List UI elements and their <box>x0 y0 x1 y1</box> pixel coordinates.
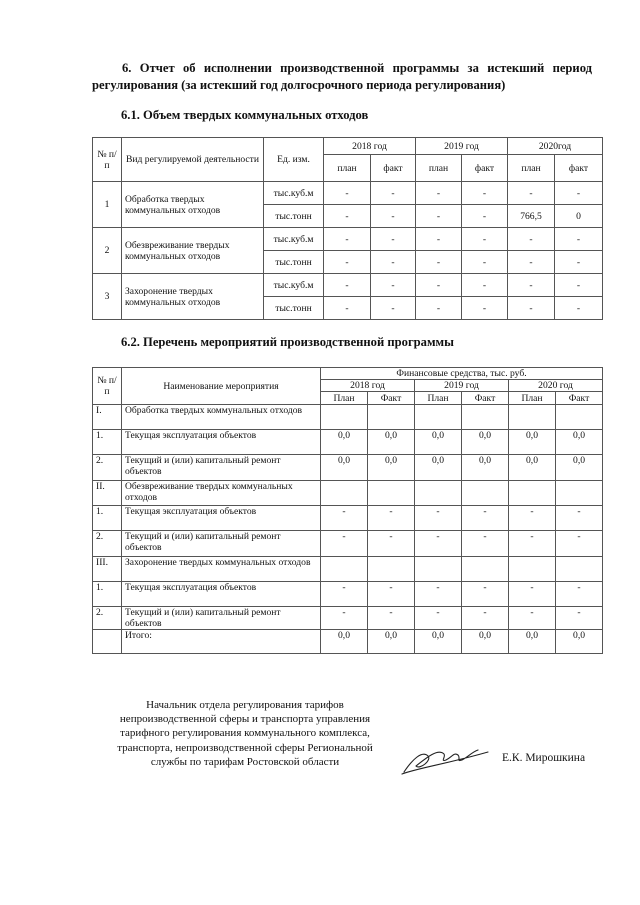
col-header-2020: 2020 год <box>509 380 603 392</box>
value-cell: - <box>324 297 371 320</box>
row-number: III. <box>93 557 122 582</box>
unit-cell: тыс.куб.м <box>264 274 324 297</box>
value-cell <box>415 481 462 506</box>
value-cell <box>509 557 556 582</box>
value-cell <box>321 557 368 582</box>
col-header-unit: Ед. изм. <box>264 138 324 182</box>
activity-name: Захоронение твердых коммунальных отходов <box>122 557 321 582</box>
col-header-plan: план <box>416 155 462 182</box>
row-number: 2 <box>93 228 122 274</box>
activity-name: Текущий и (или) капитальный ремонт объектов <box>122 455 321 481</box>
col-header-plan: план <box>508 155 555 182</box>
section-heading-6-1: 6.1. Объем твердых коммунальных отходов <box>121 108 369 122</box>
value-cell: - <box>462 506 509 531</box>
value-cell: - <box>371 274 416 297</box>
col-header-finance: Финансовые средства, тыс. руб. <box>321 368 603 380</box>
value-cell: - <box>371 251 416 274</box>
value-cell <box>462 481 509 506</box>
value-cell: - <box>321 531 368 557</box>
row-number <box>93 630 122 654</box>
value-cell: 0,0 <box>368 430 415 455</box>
row-number: 1. <box>93 506 122 531</box>
value-cell <box>368 557 415 582</box>
unit-cell: тыс.тонн <box>264 205 324 228</box>
value-cell: - <box>416 228 462 251</box>
value-cell: 0 <box>555 205 603 228</box>
value-cell: - <box>415 607 462 630</box>
value-cell: - <box>368 582 415 607</box>
value-cell: - <box>324 228 371 251</box>
table-row <box>93 405 603 430</box>
value-cell: - <box>371 205 416 228</box>
table-row <box>93 182 603 205</box>
value-cell: - <box>368 607 415 630</box>
value-cell: - <box>555 251 603 274</box>
value-cell: 0,0 <box>509 455 556 481</box>
value-cell <box>556 481 603 506</box>
value-cell: - <box>462 582 509 607</box>
value-cell: - <box>509 607 556 630</box>
value-cell: - <box>371 297 416 320</box>
value-cell: - <box>321 506 368 531</box>
unit-cell: тыс.куб.м <box>264 182 324 205</box>
row-number: 2. <box>93 531 122 557</box>
value-cell: - <box>508 182 555 205</box>
value-cell <box>462 405 509 430</box>
table-row <box>93 506 603 531</box>
value-cell: - <box>462 182 508 205</box>
value-cell: - <box>462 297 508 320</box>
row-number: II. <box>93 481 122 506</box>
activity-name: Текущий и (или) капитальный ремонт объектов <box>122 607 321 630</box>
col-header-fact: факт <box>371 155 416 182</box>
value-cell: - <box>462 531 509 557</box>
value-cell: 0,0 <box>556 455 603 481</box>
value-cell <box>509 405 556 430</box>
value-cell: - <box>415 531 462 557</box>
activities-table <box>92 367 603 654</box>
value-cell: - <box>462 205 508 228</box>
table-row <box>93 557 603 582</box>
value-cell: - <box>508 297 555 320</box>
col-header-fact: Факт <box>462 392 509 405</box>
activity-name: Итого: <box>122 630 321 654</box>
col-header-2018: 2018 год <box>324 138 416 155</box>
value-cell: - <box>555 274 603 297</box>
table-row <box>93 531 603 557</box>
row-number: 1 <box>93 182 122 228</box>
value-cell: - <box>508 228 555 251</box>
col-header-fact: факт <box>462 155 508 182</box>
activity-name: Захоронение твердых коммунальных отходов <box>122 274 264 320</box>
row-number: 1. <box>93 430 122 455</box>
value-cell: - <box>416 251 462 274</box>
activity-name: Обработка твердых коммунальных отходов <box>122 405 321 430</box>
value-cell <box>321 481 368 506</box>
value-cell: 0,0 <box>321 630 368 654</box>
value-cell <box>415 557 462 582</box>
value-cell: - <box>509 582 556 607</box>
col-header-2019: 2019 год <box>415 380 509 392</box>
activity-name: Обезвреживание твердых коммунальных отходов <box>122 228 264 274</box>
value-cell: - <box>556 506 603 531</box>
value-cell: 0,0 <box>462 455 509 481</box>
col-header-num: № п/п <box>93 368 122 405</box>
value-cell <box>556 405 603 430</box>
value-cell: 0,0 <box>415 430 462 455</box>
unit-cell: тыс.куб.м <box>264 228 324 251</box>
signer-name: Е.К. Мирошкина <box>502 752 586 764</box>
table-row <box>93 481 603 506</box>
value-cell <box>321 405 368 430</box>
value-cell: - <box>509 531 556 557</box>
value-cell: 0,0 <box>509 430 556 455</box>
value-cell: 0,0 <box>415 630 462 654</box>
value-cell: - <box>324 182 371 205</box>
value-cell <box>368 481 415 506</box>
col-header-2018: 2018 год <box>321 380 415 392</box>
row-number: I. <box>93 405 122 430</box>
col-header-fact: Факт <box>556 392 603 405</box>
row-number: 2. <box>93 607 122 630</box>
row-number: 1. <box>93 582 122 607</box>
section-heading-6: 6. Отчет об исполнении производственной программы за истекший период регулирования (за истекший год долгосрочного периода регулирования) <box>92 61 592 92</box>
col-header-2019: 2019 год <box>416 138 508 155</box>
value-cell: - <box>556 607 603 630</box>
value-cell: - <box>416 205 462 228</box>
value-cell: - <box>508 251 555 274</box>
activity-name: Текущая эксплуатация объектов <box>122 506 321 531</box>
value-cell: - <box>555 228 603 251</box>
value-cell: - <box>415 582 462 607</box>
activity-name: Текущий и (или) капитальный ремонт объектов <box>122 531 321 557</box>
signature-image <box>398 738 494 778</box>
unit-cell: тыс.тонн <box>264 297 324 320</box>
value-cell: - <box>416 274 462 297</box>
table-row <box>93 274 603 297</box>
value-cell <box>462 557 509 582</box>
col-header-plan: План <box>321 392 368 405</box>
table-row <box>93 607 603 630</box>
value-cell: 0,0 <box>321 430 368 455</box>
value-cell: - <box>556 582 603 607</box>
col-header-name: Наименование мероприятия <box>122 368 321 405</box>
activity-name: Текущая эксплуатация объектов <box>122 430 321 455</box>
value-cell: 0,0 <box>368 455 415 481</box>
value-cell: - <box>509 506 556 531</box>
row-number: 2. <box>93 455 122 481</box>
unit-cell: тыс.тонн <box>264 251 324 274</box>
value-cell: - <box>368 506 415 531</box>
value-cell: 0,0 <box>509 630 556 654</box>
value-cell: - <box>462 251 508 274</box>
col-header-plan: план <box>324 155 371 182</box>
value-cell: - <box>462 228 508 251</box>
table-row <box>93 455 603 481</box>
value-cell: 0,0 <box>368 630 415 654</box>
row-number: 3 <box>93 274 122 320</box>
value-cell: - <box>368 531 415 557</box>
value-cell: 0,0 <box>556 430 603 455</box>
value-cell: - <box>371 182 416 205</box>
value-cell: - <box>555 297 603 320</box>
value-cell: - <box>324 274 371 297</box>
col-header-plan: План <box>415 392 462 405</box>
col-header-fact: факт <box>555 155 603 182</box>
value-cell <box>556 557 603 582</box>
table-row <box>93 582 603 607</box>
value-cell: 766,5 <box>508 205 555 228</box>
value-cell: - <box>462 607 509 630</box>
value-cell: - <box>321 582 368 607</box>
value-cell <box>415 405 462 430</box>
signer-position: Начальник отдела регулирования тарифов непроизводственной сферы и транспорта управления тарифного регулирования коммунального комплекса, транспорта, непроизводственной сферы Региональной службы по тарифам Ростовской области <box>117 699 373 768</box>
value-cell: 0,0 <box>462 630 509 654</box>
value-cell <box>368 405 415 430</box>
value-cell: - <box>556 531 603 557</box>
table-row <box>93 630 603 654</box>
value-cell: 0,0 <box>415 455 462 481</box>
value-cell: 0,0 <box>556 630 603 654</box>
value-cell <box>509 481 556 506</box>
table-row <box>93 228 603 251</box>
col-header-activity: Вид регулируемой деятельности <box>122 138 264 182</box>
col-header-fact: Факт <box>368 392 415 405</box>
col-header-2020: 2020год <box>508 138 603 155</box>
value-cell: - <box>371 228 416 251</box>
value-cell: - <box>508 274 555 297</box>
value-cell: - <box>324 251 371 274</box>
activity-name: Обезвреживание твердых коммунальных отходов <box>122 481 321 506</box>
value-cell: 0,0 <box>321 455 368 481</box>
activity-name: Текущая эксплуатация объектов <box>122 582 321 607</box>
table-row <box>93 430 603 455</box>
value-cell: - <box>415 506 462 531</box>
section-heading-6-2: 6.2. Перечень мероприятий производственной программы <box>121 335 454 349</box>
col-header-num: № п/п <box>93 138 122 182</box>
waste-volume-table <box>92 137 603 320</box>
activity-name: Обработка твердых коммунальных отходов <box>122 182 264 228</box>
value-cell: - <box>416 182 462 205</box>
value-cell: - <box>462 274 508 297</box>
value-cell: 0,0 <box>462 430 509 455</box>
value-cell: - <box>555 182 603 205</box>
value-cell: - <box>416 297 462 320</box>
value-cell: - <box>321 607 368 630</box>
col-header-plan: План <box>509 392 556 405</box>
value-cell: - <box>324 205 371 228</box>
